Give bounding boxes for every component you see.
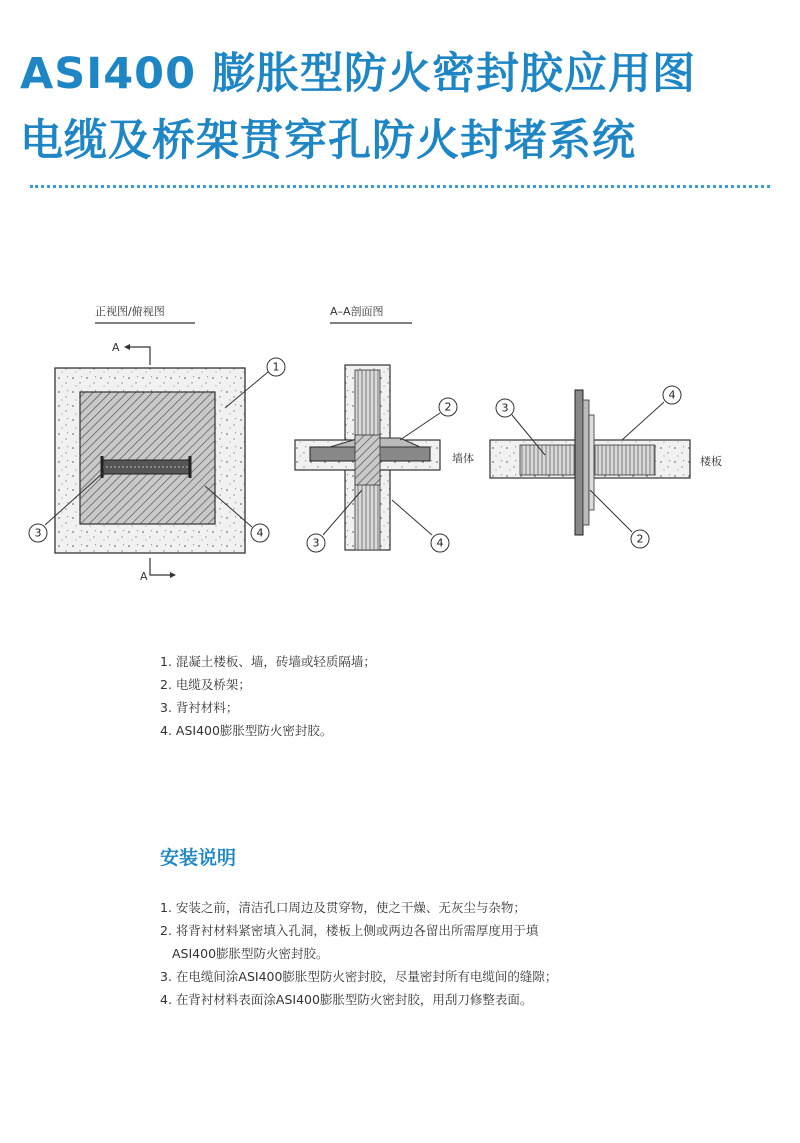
install-heading: 安装说明 — [160, 847, 237, 869]
install-step: 1. 安装之前，清洁孔口周边及贯穿物，使之干燥、无灰尘与杂物； — [160, 900, 526, 915]
install-step-continuation: ASI400膨胀型防火密封胶。 — [172, 946, 329, 961]
section-mark-top: A — [112, 341, 120, 354]
floor-label: 楼板 — [700, 455, 722, 468]
callout-2-section: 2 — [444, 400, 452, 414]
legend-item: 4. ASI400膨胀型防火密封胶。 — [160, 723, 333, 738]
callout-4-wall: 4 — [668, 388, 676, 402]
install-step: 4. 在背衬材料表面涂ASI400膨胀型防火密封胶，用刮刀修整表面。 — [160, 992, 533, 1007]
callout-3-front: 3 — [34, 526, 42, 540]
callout-3-wall: 3 — [501, 401, 509, 415]
application-diagram — [0, 290, 800, 590]
dotted-divider — [30, 185, 770, 188]
section-mark-bottom: A — [140, 570, 148, 583]
callout-4-front: 4 — [256, 526, 264, 540]
page-title-line1: ASI400 膨胀型防火密封胶应用图 — [20, 49, 696, 99]
callout-2-wall: 2 — [636, 532, 644, 546]
section-view-label: A–A剖面图 — [330, 305, 384, 318]
legend-item: 2. 电缆及桥架； — [160, 677, 251, 692]
install-step: 3. 在电缆间涂ASI400膨胀型防火密封胶，尽量密封所有电缆间的缝隙； — [160, 969, 558, 984]
callout-3-section: 3 — [312, 536, 320, 550]
callout-4-section: 4 — [436, 536, 444, 550]
page-title-line2: 电缆及桥架贯穿孔防火封堵系统 — [20, 116, 636, 166]
install-steps — [160, 896, 680, 1011]
legend-item: 1. 混凝土楼板、墙，砖墙或轻质隔墙； — [160, 654, 376, 669]
wall-label: 墙体 — [452, 452, 474, 465]
install-step: 2. 将背衬材料紧密填入孔洞，楼板上侧或两边各留出所需厚度用于填 — [160, 923, 539, 938]
callout-1: 1 — [272, 360, 280, 374]
front-view-label: 正视图/俯视图 — [95, 305, 165, 318]
legend-item: 3. 背衬材料； — [160, 700, 239, 715]
legend-list — [160, 650, 376, 742]
